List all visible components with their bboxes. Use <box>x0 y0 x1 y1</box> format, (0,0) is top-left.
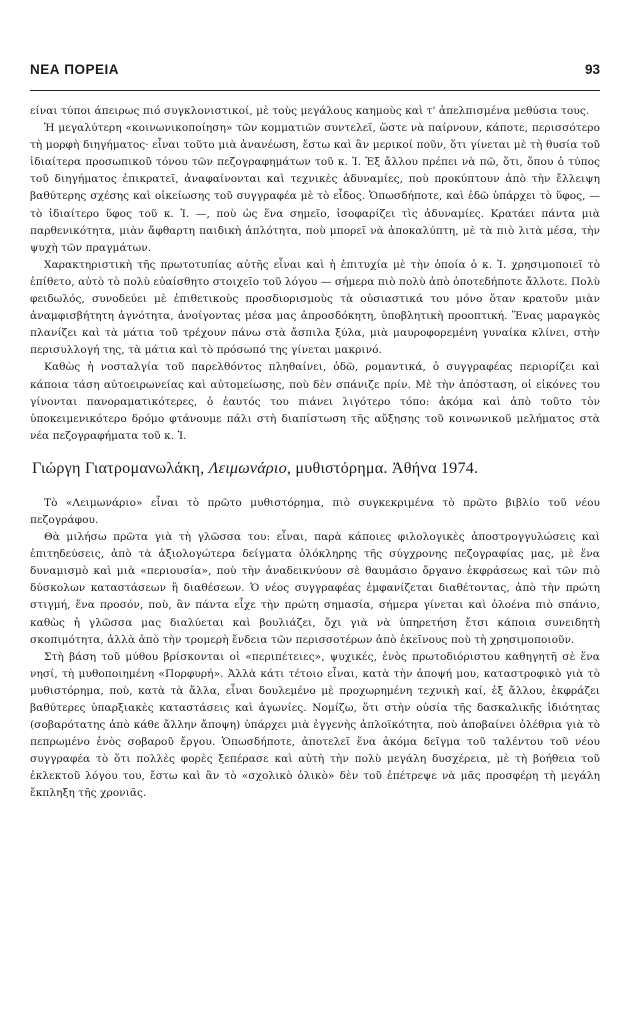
running-header <box>30 62 600 86</box>
review-section-leimonario <box>30 495 600 803</box>
page-number: 93 <box>584 62 600 77</box>
paragraph: είναι τύποι άπειρως πιό συγκλονιστικοί, μὲ τοὺς μεγάλους καημοὺς καὶ τ' ἀπελπισμένα μεθύσια τους. <box>30 105 590 117</box>
paragraph: Θὰ μιλήσω πρῶτα γιὰ τὴ γλῶσσα του: εἶναι, παρὰ κάποιες φιλολογικὲς ἀποστρογγυλώσεις καὶ ἐπιτηδεύσεις, ἀπὸ τὰ ἀξιολογώτερα δείγματα ὁλόκληρης τῆς σύγχρονης πεζογραφίας μας, μὲ ἕνα δυναμισμὸ καὶ μιὰ «περιουσία», ποὺ τὴν ἀναδεικνύουν σὲ θαυμάσιο ὄργανο ἐκφράσεως καὶ τῶν πιὸ δύσκολων καταστάσεων ἢ διαθέσεων. Ὁ νέος συγγραφέας ἐμφανίζεται διαθέτοντας, ἀπὸ τὴν πρώτη στιγμή, ἕνα προσόν, ποὺ, ἂν πάντα εἶχε τὴν πρώτη σημασία, σήμερα γίνεται καὶ ὁλοένα πιὸ σπάνιο, καθὼς ἡ γλῶσσα μας διαλύεται καὶ βουλιάζει, ὄχι γιὰ νὰ ὑπηρετήση ἔτσι κάποια συνειδητὴ σκοπιμότητα, ἀλλὰ ἀπὸ τὴν τρομερὴ ἔνδεια τῶν περισσοτέρων ἀπὸ ἐκεῖνους ποὺ τὴ χρησιμοποιοῦν. <box>30 531 600 646</box>
review-author: Γιώργη Γιατρομανωλάκη, <box>32 458 205 477</box>
paragraph: Χαρακτηριστικὴ τῆς πρωτοτυπίας αὐτῆς εἶναι καὶ ἡ ἐπιτυχία μὲ τὴν ὁποία ὁ κ. Ἰ. χρησιμοποιεῖ τὸ ἐπίθετο, αὐτὸ τὸ πολὺ εὐαίσθητο στοιχεῖο τοῦ λόγου — σήμερα πιὸ πολὺ ἀπὸ ὁποτεδήποτε ἄλλοτε. Πολὺ φειδωλός, συνοδεύει μὲ ἐπιθετικοὺς προσδιορισμοὺς τὰ οὐσιαστικά του μόνο ὅταν κρατοῦν μιὰν ἀναμφισβήτητη ἁγνότητα, ἀνοίγοντας μέσα μας ἀπροσδόκητη, ὑποβλητικὴ προοπτική. Ἕνας μαραγκὸς πλανίζει καὶ τὰ μάτια τοῦ τρέχουν πάνω στὰ ἄσπιλα ξύλα, μιὰ μαυροφορεμένη γυναίκα κλίνει, στὴν περισυλλογή της, τὰ μάτια καὶ τὸ πρόσωπό της γίνεται μακρινό. <box>30 258 600 357</box>
paragraph: Ἡ μεγαλύτερη «κοινωνικοποίηση» τῶν κομματιῶν συντελεῖ, ὥστε νὰ παίρνουν, κάποτε, περισσότερο τὴ μορφὴ διηγήματος· εἶναι τοῦτο μιὰ ἀνανέωση, ἔστω καὶ ἂν μερικοί ποῦν, ὅτι γίνεται μὲ τὴ θυσία τοῦ ἰδιαίτερα προσωπικοῦ τόνου τῶν πεζογραφημάτων τοῦ κ. Ἰ. Ἐξ ἄλλου πρέπει νὰ πῶ, ὅτι, ὅπου ὁ τύπος τοῦ διηγήματος ἐπικρατεῖ, ἀναφαίνονται καὶ τεχνικὲς ἀδυναμίες, ποὺ προκύπτουν ἀπὸ τὴν ἔλλειψη βαθύτερης σχέσης καὶ οἰκείωσης τοῦ συγγραφέα μὲ τὸ εἶδος. Ὁπωσδήποτε, καὶ ἐδῶ ὑπάρχει τὸ ὕφος, — τὸ ἰδιαίτερο ὕφος τοῦ κ. Ἰ. —, ποὺ ὡς ἕνα σημεῖο, ἰσοφαρίζει τὶς ἀδυναμίες. Κρατάει πάντα μιὰ παρθενικότητα, μιὰν ἄφθαρτη παιδικὴ ἁπλότητα, ποὺ μπορεῖ νὰ ἀποκαλύπτη, μὲ τὰ πιὸ λιτὰ μέσα, τὴν ψυχὴ τῶν πραγμάτων. <box>30 122 600 254</box>
review-section-previous <box>30 103 600 445</box>
review-heading <box>32 459 600 478</box>
journal-title: ΝΕΑ ΠΟΡΕΙΑ <box>30 62 120 77</box>
header-rule <box>30 90 600 91</box>
paragraph: Τὸ «Λειμωνάριο» εἶναι τὸ πρῶτο μυθιστόρημα, πιὸ συγκεκριμένα τὸ πρῶτο βιβλίο τοῦ νέου πεζογράφου. <box>30 496 600 526</box>
paragraph: Καθὼς ἡ νοσταλγία τοῦ παρελθόντος πληθαίνει, ὁδῶ, ρομαντικά, ὁ συγγραφέας περιορίζει καὶ κάποια τάση αὐτοειρωνείας καὶ αὐτομείωσης, ποὺ δὲν σπάνιζε πρίν. Μὲ τὴν ἀπόσταση, οἱ εἰκόνες του γίνονται πανοραματικότερες, ὁ ἑαυτός του πιάνει λιγότερο τόπο: ἀκόμα καὶ ἀπὸ τοῦτο τὸν ὑποκειμενικότερο δρόμο φτάνουμε πάλι στὴ διαπίστωση τῆς αὔξησης τοῦ κοινωνικοῦ μελήματος στὰ νέα πεζογραφήματα τοῦ κ. Ἰ. <box>30 361 600 442</box>
review-book-title: Λειμωνάριο, <box>208 458 292 477</box>
review-details: μυθιστόρημα. Ἀθήνα 1974. <box>295 458 479 477</box>
paragraph: Στὴ βάση τοῦ μύθου βρίσκονται οἱ «περιπέτειες», ψυχικές, ἑνὸς πρωτοδιόριστου καθηγητῆ σὲ ἕνα νησί, τὴ μυθοποιημένη «Πορφυρή». Ἀλλὰ κάτι τέτοιο εἶναι, κατὰ τὴν ἀποψή μου, καταστροφικὸ γιὰ τὸ μυθιστόρημα, ποὺ, κατὰ τὰ ἄλλα, εἶναι δουλεμένο μὲ προχωρημένη τεχνικὴ καί, ἐξ ἄλλου, ἐκφράζει βαθύτερες ὑπαρξιακὲς καταστάσεις καὶ ἀγωνίες. Νομίζω, ὅτι στὴν οὐσία τῆς δασκαλικῆς ἰδιότητας (σοβαρότατης ἀπὸ κάθε ἄλλην ἄποψη) ὑπάρχει μιὰ ἐγγενὴς ἀπλοϊκότητα, ποὺ ἀποβαίνει ὀλέθρια γιὰ τὸ πεπρωμένο ἑνὸς σοβαροῦ ἔργου. Ὁπωσδήποτε, ἀποτελεῖ ἕνα ἀκόμα δεῖγμα τοῦ ταλέντου τοῦ νέου συγγραφέα τὸ ὅτι πολλὲς φορὲς ξεπέρασε καὶ αὐτὴ τὴν πολὺ μεγάλη δυσχέρεια, μὲ τὴ βοήθεια τοῦ ἐκλεκτοῦ λόγου του, ἔστω καὶ ἂν τὸ «σχολικὸ ὁλικὸ» δὲν τοῦ ἐπέτρεψε νὰ μᾶς προσφέρη τὴ μεγάλη ἔκπληξη τῆς χρονιᾶς. <box>30 650 600 800</box>
